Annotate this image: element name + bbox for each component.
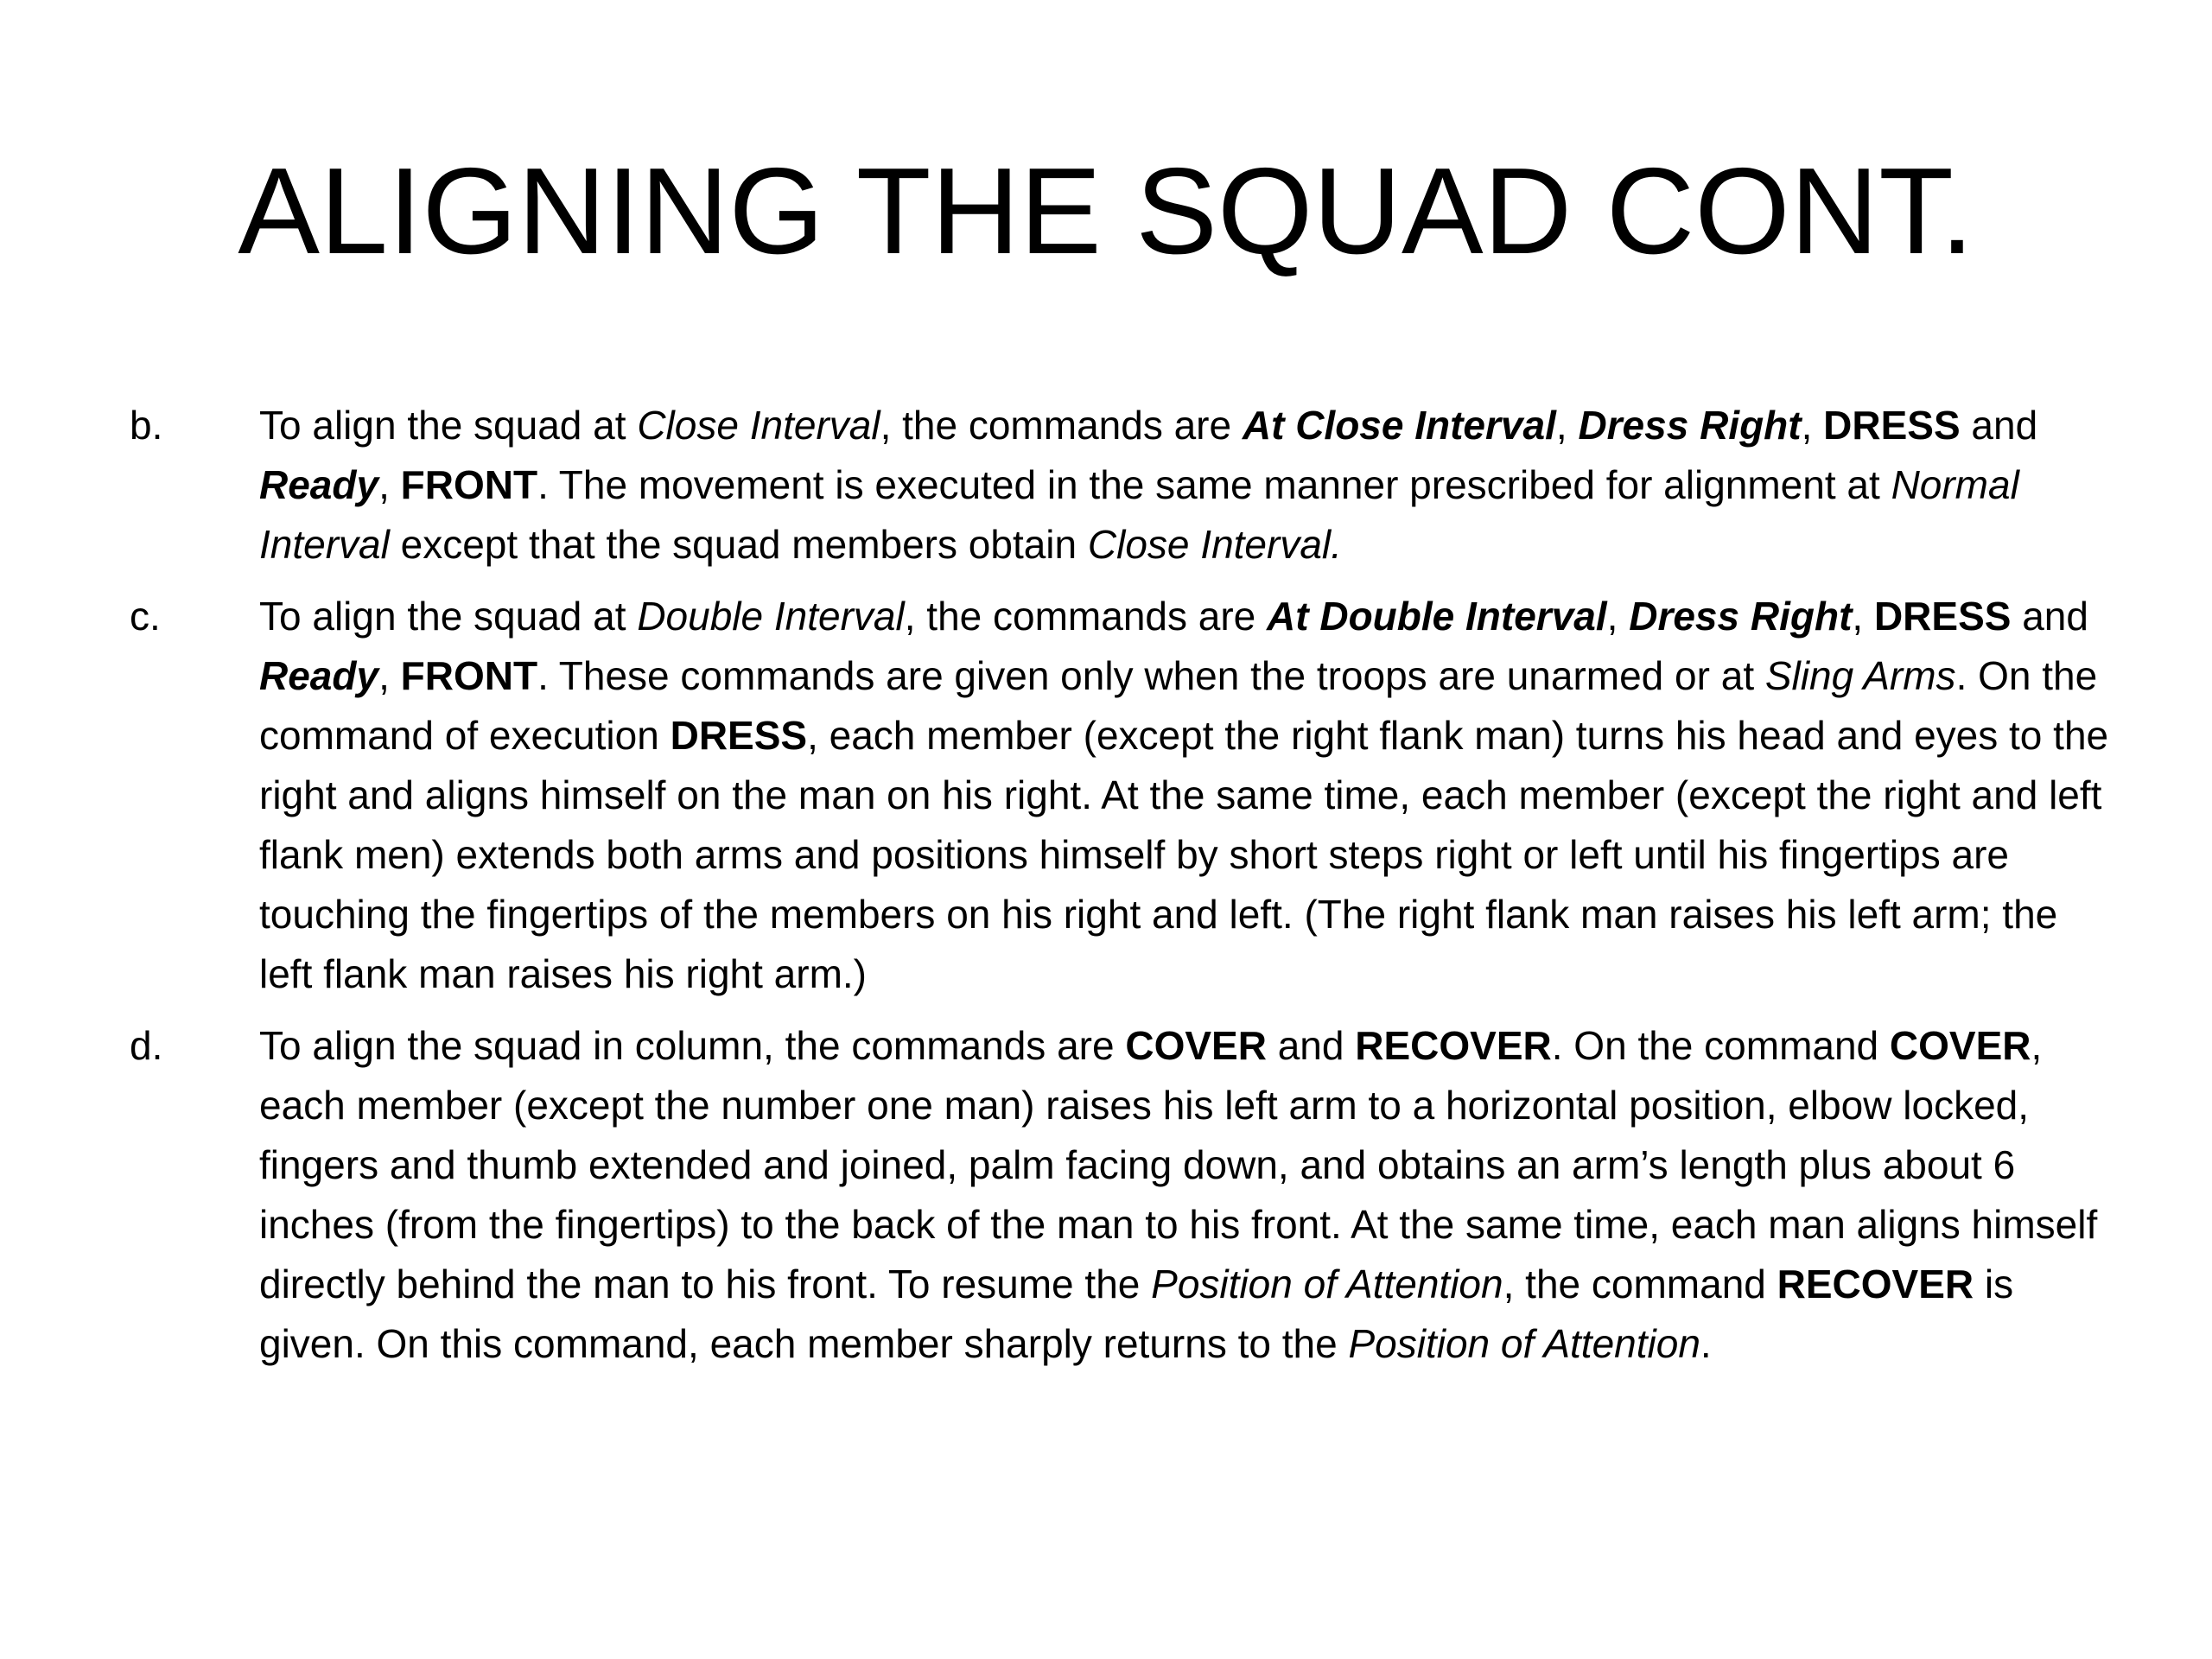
text-run: . The movement is executed in the same manner prescribed for alignment at: [537, 462, 1891, 507]
bold-text: RECOVER: [1777, 1262, 1974, 1306]
text-run: ,: [1555, 403, 1579, 448]
italic-text: Close Interval.: [1087, 522, 1342, 567]
bold-italic-text: Dress Right: [1629, 594, 1853, 639]
text-run: . These commands are given only when the troops are unarmed or at: [537, 653, 1765, 698]
item-list: [130, 396, 2117, 1386]
italic-text: Close Interval: [637, 403, 880, 448]
bold-text: COVER: [1125, 1023, 1267, 1068]
bold-italic-text: Ready: [259, 462, 379, 507]
bold-text: COVER: [1889, 1023, 2031, 1068]
text-run: ,: [1852, 594, 1874, 639]
italic-text: Normal Interval: [259, 462, 2019, 567]
bold-text: RECOVER: [1355, 1023, 1552, 1068]
text-run: and: [1266, 1023, 1356, 1068]
bold-italic-text: Dress Right: [1578, 403, 1802, 448]
text-run: except that the squad members obtain: [389, 522, 1088, 567]
bold-text: FRONT: [400, 462, 538, 507]
list-marker: b.: [130, 403, 163, 448]
list-item: [130, 1016, 2117, 1374]
italic-text: Sling Arms: [1764, 653, 1956, 698]
bold-italic-text: At Double Interval: [1267, 594, 1607, 639]
bold-italic-text: Ready: [259, 653, 379, 698]
text-run: To align the squad at: [259, 594, 638, 639]
slide-title: ALIGNING THE SQUAD CONT.: [238, 143, 1974, 280]
text-run: ,: [378, 653, 401, 698]
text-run: and: [1960, 403, 2038, 448]
text-run: ,: [378, 462, 401, 507]
list-item: [130, 396, 2117, 575]
item-text: [259, 594, 2108, 996]
list-marker: c.: [130, 594, 161, 639]
text-run: ,: [1801, 403, 1824, 448]
text-run: , each member (except the number one man) raises his left arm to a horizontal position, elbow locked, fingers and thumb extended and joined, palm facing down, and obtains an arm’s length plus about 6 inches (from the fingertips) to the back of the man to his front. At the same time, each man aligns himself directly behind the man to his front. To resume the: [259, 1023, 2098, 1306]
bold-text: DRESS: [1873, 594, 2012, 639]
bold-italic-text: At Close Interval: [1242, 403, 1556, 448]
text-run: To align the squad in column, the commands are: [259, 1023, 1126, 1068]
text-run: , each member (except the right flank man) turns his head and eyes to the right and aligns himself on the man on his right. At the same time, each member (except the right and left flank men) extends both arms and positions himself by short steps right or left until his fingertips are touching the fingertips of the members on his right and left. (The right flank man raises his left arm; the left flank man raises his right arm.): [259, 713, 2109, 996]
text-run: , the commands are: [880, 403, 1243, 448]
text-run: To align the squad at: [259, 403, 638, 448]
list-marker: d.: [130, 1023, 163, 1068]
text-run: is given. On this command, each member sharply returns to the: [259, 1262, 2014, 1366]
italic-text: Position of Attention: [1151, 1262, 1503, 1306]
list-item: [130, 587, 2117, 1004]
text-run: . On the command of execution: [259, 653, 2098, 758]
text-run: .: [1700, 1321, 1712, 1366]
item-text: [259, 1023, 2097, 1366]
bold-text: FRONT: [400, 653, 538, 698]
text-run: . On the command: [1551, 1023, 1890, 1068]
bold-text: DRESS: [670, 713, 808, 758]
text-run: , the commands are: [904, 594, 1268, 639]
text-run: and: [2011, 594, 2088, 639]
item-text: [259, 403, 2037, 567]
italic-text: Double Interval: [637, 594, 905, 639]
text-run: , the command: [1503, 1262, 1777, 1306]
bold-text: DRESS: [1823, 403, 1961, 448]
text-run: ,: [1606, 594, 1630, 639]
italic-text: Position of Attention: [1348, 1321, 1700, 1366]
